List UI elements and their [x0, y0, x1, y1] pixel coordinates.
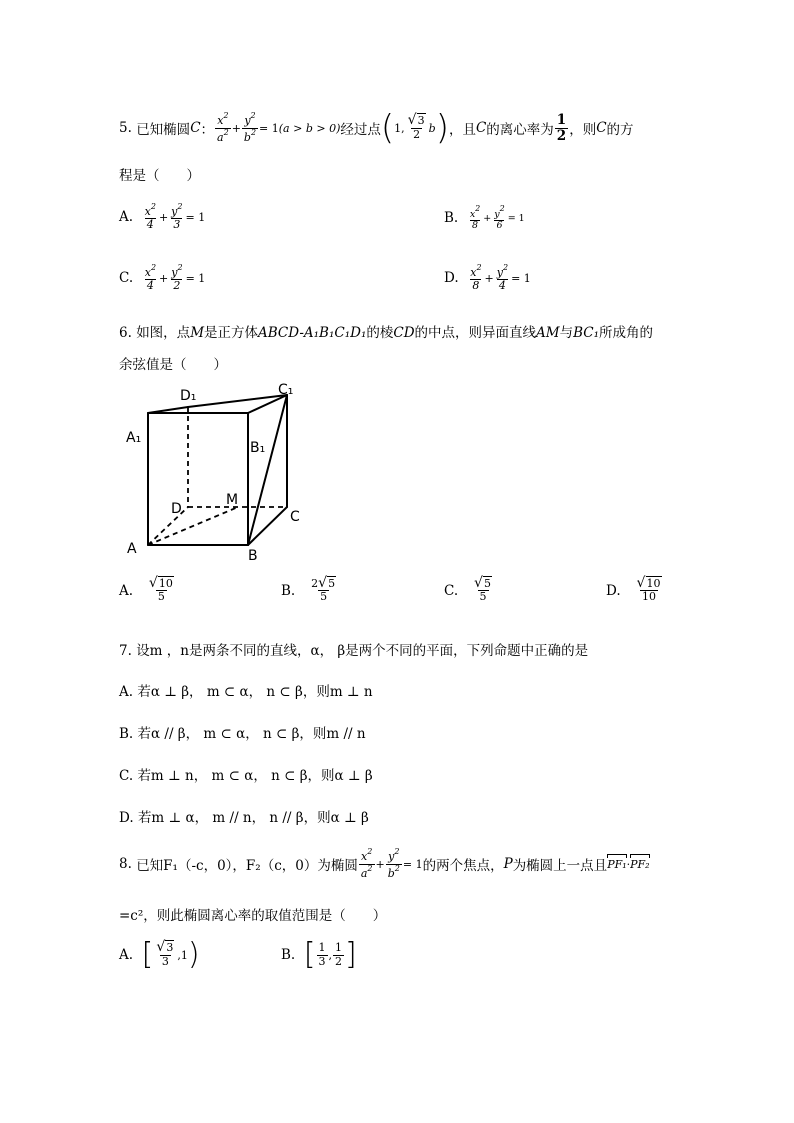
- q6-line2: 余弦值是（ ）: [119, 357, 227, 373]
- q5-option-a[interactable]: A. $\frac{x^2}{4}$ + $\frac{y^2}{3}$ = 1: [119, 202, 206, 232]
- q8-eq-rhs: = 1: [402, 857, 423, 871]
- q8-option-b-label: B.: [281, 947, 296, 963]
- q5-intro: 已知椭圆: [136, 122, 191, 138]
- q8-option-a-label: A.: [119, 947, 134, 963]
- label-c1: C₁: [278, 382, 294, 398]
- q6-option-a[interactable]: A. √ 10 5: [119, 575, 173, 604]
- q6-line1-e: 与: [559, 325, 574, 341]
- q8-option-a-rest: ,1: [177, 948, 188, 962]
- q7-option-b-label: B.: [119, 726, 134, 742]
- q8-vector-pf2: PF₂: [630, 857, 650, 871]
- q6-option-b-coef: 2: [311, 577, 319, 590]
- q8-part2: 的两个焦点，: [422, 858, 504, 874]
- q7-option-a-text: 若α ⊥ β， m ⊂ α， n ⊂ β，则m ⊥ n: [137, 684, 373, 700]
- q6-line-bc1: BC₁: [573, 325, 600, 341]
- q8-line1: 8. 已知F₁（-c，0），F₂（c，0）为椭圆 $\frac{x^2}{a^2}$ + $\frac{y^2}{b^2}$ = 1 的两个焦点， P 为椭圆上一点且 PF₁ · PF₂: [119, 847, 650, 880]
- q6-line1: [119, 321, 653, 341]
- q6-option-c-label: C.: [444, 582, 459, 599]
- q6-option-a-label: A.: [119, 582, 134, 599]
- q5-ecc-num: 1: [556, 111, 567, 128]
- q8-option-a[interactable]: A. [ √ 3 3 ,1 ): [119, 937, 200, 972]
- q5-ecc-den: 2: [556, 127, 567, 144]
- q6-option-d-den: 10: [642, 590, 657, 604]
- label-d: D: [171, 501, 182, 517]
- q5-option-c-rhs: = 1: [185, 271, 206, 285]
- q6-option-b-label: B.: [281, 582, 296, 599]
- q7-option-d-label: D.: [119, 810, 134, 826]
- segment-a-m: [148, 507, 238, 545]
- q8-part1: 已知F₁（-c，0），F₂（c，0）为椭圆: [136, 858, 358, 874]
- q5-option-c-label: C.: [119, 270, 134, 287]
- q5-option-d-label: D.: [444, 270, 459, 287]
- label-a: A: [127, 541, 137, 557]
- label-a1: A₁: [126, 430, 142, 446]
- q8-eq-x-term: $\frac{x^2}{a^2}$: [360, 847, 373, 880]
- q5-option-d-yden: 4: [498, 279, 506, 293]
- q6-option-d[interactable]: D. √ 10 10: [606, 575, 661, 604]
- cube-figure: [120, 380, 320, 566]
- q6-line-am: AM: [536, 325, 560, 341]
- q5-option-d-rhs: = 1: [511, 271, 531, 285]
- q5-mid-text-2: 的离心率为: [486, 122, 554, 138]
- label-b: B: [248, 548, 258, 564]
- q5-eq-x-term: $\frac{x^2}{a^2}$: [217, 111, 229, 144]
- q5-mid-text-1: ，且: [448, 122, 476, 138]
- q6-option-b-rad: 5: [328, 577, 336, 590]
- q5-option-c-yden: 2: [173, 279, 181, 293]
- q5-option-c-xden: 4: [146, 279, 154, 293]
- q6-option-b[interactable]: B. 2 √ 5 5: [281, 575, 336, 604]
- q5-line1: 5. 已知椭圆 C ： $\frac{x^2}{a^2}$ + $\frac{y^2}{b^2}$ = 1 (a > b > 0) 经过点 ( 1, √ 3 2 b ) ，且 C 的离心率为 $\frac{1}{2}$ ，则 C 的方: [119, 108, 634, 148]
- q8-option-b-a-num: 1: [318, 941, 326, 955]
- q6-option-c[interactable]: C. √ 5 5: [444, 575, 492, 604]
- edge-a-d: [148, 507, 188, 545]
- q6-option-d-rad: 10: [646, 577, 661, 590]
- q8-option-b[interactable]: B. [ $\frac{1}{3}$ , $\frac{1}{2}$ ]: [281, 937, 357, 972]
- q6-line1-b: 是正方体: [204, 325, 259, 341]
- q5-eq-y-term: $\frac{y^2}{b^2}$: [243, 111, 257, 144]
- q7-option-b[interactable]: [119, 722, 366, 742]
- q7-stem-text: 设m ，n是两条不同的直线，α， β是两个不同的平面，下列命题中正确的是: [136, 643, 589, 659]
- q5-option-a-xden: 4: [146, 218, 154, 232]
- q5-option-b-rhs: = 1: [507, 212, 525, 224]
- q5-ellipse-name: C: [190, 120, 201, 136]
- q5-point-frac-den: 2: [413, 127, 421, 141]
- q5-line2: 程是（ ）: [119, 168, 200, 184]
- q8-line2: =c²，则此椭圆离心率的取值范围是（ ）: [119, 908, 387, 924]
- q5-eq-rhs: = 1: [259, 121, 279, 135]
- q6-option-b-den: 5: [320, 590, 328, 604]
- q5-point-frac: √ 3 2: [407, 112, 425, 141]
- q5-point-frac-num: 3: [417, 114, 425, 128]
- q7-option-d[interactable]: [119, 806, 369, 826]
- q8-number: 8.: [119, 856, 132, 872]
- edge-b-c1: [248, 395, 287, 545]
- q7-number: 7.: [119, 643, 132, 659]
- q6-line1-f: 所成角的: [599, 325, 654, 341]
- q6-edge: CD: [393, 325, 415, 341]
- q8-option-b-b-num: 1: [335, 941, 343, 955]
- q5-option-a-yden: 3: [173, 218, 181, 232]
- q8-part3: 为椭圆上一点且: [512, 858, 608, 874]
- q7-stem: [119, 639, 588, 659]
- q8-vector-pf1: PF₁: [607, 857, 627, 871]
- q5-colon: ：: [200, 122, 215, 138]
- q5-option-c[interactable]: C. $\frac{x^2}{4}$ + $\frac{y^2}{2}$ = 1: [119, 263, 206, 293]
- q7-option-b-text: 若α // β， m ⊂ α， n ⊂ β，则m // n: [137, 726, 366, 742]
- label-b1: B₁: [250, 440, 266, 456]
- q7-option-c-label: C.: [119, 768, 134, 784]
- q7-option-d-text: 若m ⊥ α， m // n， n // β，则α ⊥ β: [137, 810, 369, 826]
- label-m: M: [226, 492, 239, 508]
- q5-option-a-label: A.: [119, 209, 134, 226]
- q5-point-b: b: [428, 121, 436, 135]
- q8-option-a-num: 3: [166, 941, 174, 955]
- q5-end-text: 的方: [606, 122, 634, 138]
- q6-option-a-rad: 10: [158, 577, 173, 590]
- q5-passes-text: 经过点: [340, 122, 381, 138]
- q7-option-c-text: 若m ⊥ n， m ⊂ α， n ⊂ β，则α ⊥ β: [137, 768, 373, 784]
- q5-end-c: C: [596, 120, 607, 136]
- q6-line1-a: 如图，点: [136, 325, 191, 341]
- q6-cube-name: ABCD-A₁B₁C₁D₁: [258, 325, 367, 341]
- q8-point-p: P: [503, 856, 513, 872]
- label-c: C: [290, 509, 300, 525]
- q6-number: 6.: [119, 325, 132, 341]
- q6-point-m: M: [190, 325, 205, 341]
- q8-option-b-b-den: 2: [335, 954, 343, 968]
- q5-option-b-label: B.: [444, 210, 459, 227]
- q5-point-first: 1,: [394, 121, 405, 135]
- q8-option-b-a-den: 3: [318, 954, 326, 968]
- q8-option-a-den: 3: [161, 954, 169, 968]
- label-d1: D₁: [180, 388, 197, 404]
- q6-option-a-den: 5: [157, 590, 165, 604]
- q5-option-b-xden: 8: [472, 220, 479, 232]
- q6-line1-d: 的中点，则异面直线: [414, 325, 537, 341]
- q8-eq-y-term: $\frac{y^2}{b^2}$: [387, 847, 400, 880]
- q8-dot: ·: [626, 857, 631, 871]
- q5-option-b[interactable]: B. $\frac{x^2}{8}$ + $\frac{y^2}{6}$ = 1: [444, 204, 525, 232]
- q5-mid-c: C: [475, 120, 487, 136]
- q7-option-a-label: A.: [119, 684, 134, 700]
- q5-option-d-xden: 8: [472, 279, 480, 293]
- q5-option-b-yden: 6: [496, 220, 503, 232]
- q5-condition: (a > b > 0): [278, 121, 341, 135]
- q5-option-a-rhs: = 1: [185, 210, 206, 224]
- q7-option-c[interactable]: [119, 764, 373, 784]
- q5-mid-text-3: ，则: [569, 122, 597, 138]
- q6-line1-c: 的棱: [366, 325, 394, 341]
- q7-option-a[interactable]: [119, 680, 373, 700]
- q5-eccentricity: [555, 113, 568, 144]
- q5-option-d[interactable]: D. $\frac{x^2}{8}$ + $\frac{y^2}{4}$ = 1: [444, 263, 531, 293]
- q6-option-c-rad: 5: [484, 577, 492, 590]
- q6-option-d-label: D.: [606, 582, 621, 599]
- q5-number: 5.: [119, 120, 132, 136]
- q6-option-c-den: 5: [479, 590, 487, 604]
